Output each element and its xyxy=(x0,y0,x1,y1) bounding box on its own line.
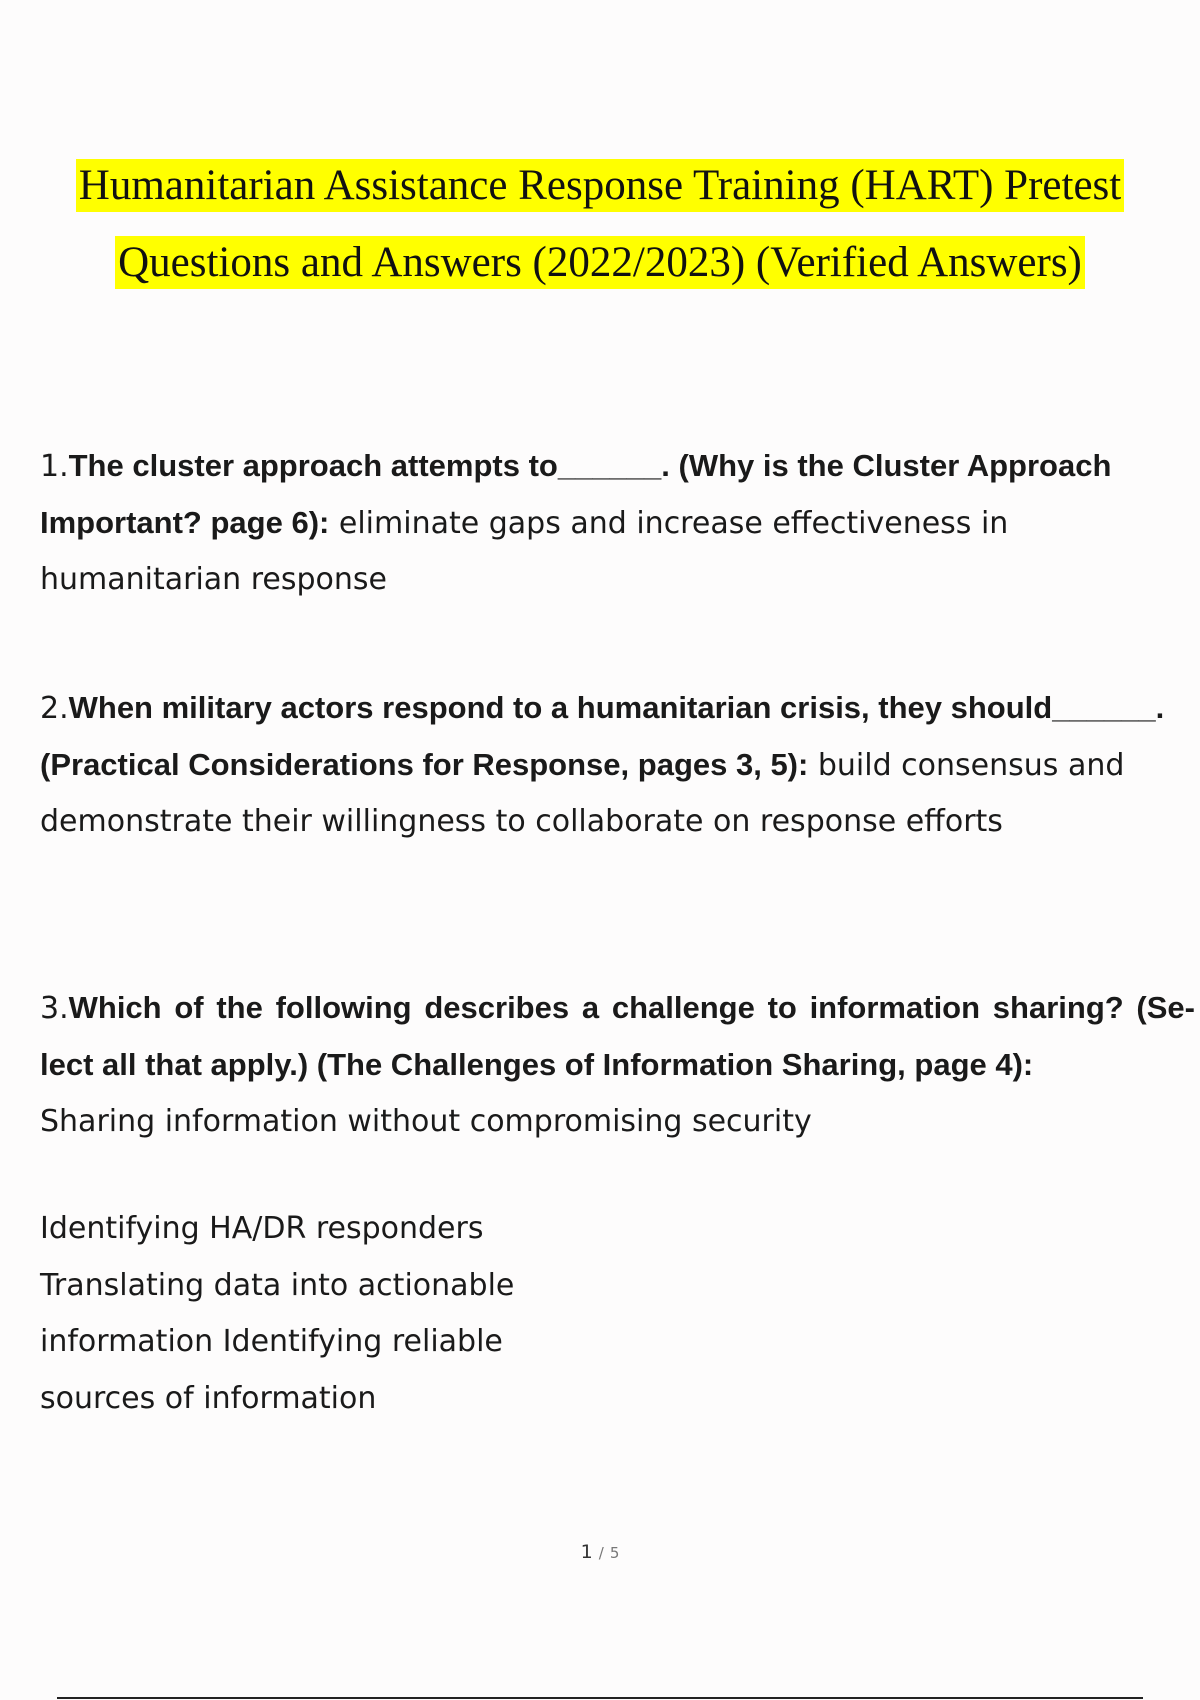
question-number: 2. xyxy=(40,691,69,726)
question-number: 3. xyxy=(40,991,69,1026)
title-line-1: Humanitarian Assistance Response Training (HART) Pretest xyxy=(76,159,1124,212)
question-number: 1. xyxy=(40,449,69,484)
question-text: When military actors respond to a humanitarian crisis, they should______. (Practical Considerations for Response, pages 3, 5): xyxy=(40,690,1165,782)
question-text: The cluster approach attempts to______. (Why is the Cluster Approach Important? page 6): xyxy=(40,448,1112,540)
answer-option-line: sources of information xyxy=(40,1380,377,1416)
document-title xyxy=(0,147,1200,301)
question-3 xyxy=(40,980,1195,1150)
current-page: 1 xyxy=(580,1541,593,1563)
question-1 xyxy=(40,438,1195,608)
title-line-2: Questions and Answers (2022/2023) (Verified Answers) xyxy=(115,236,1085,289)
answer-option-line: Translating data into actionable xyxy=(40,1267,515,1303)
question-2 xyxy=(40,680,1195,850)
page-divider xyxy=(57,1697,1143,1699)
answer-text: Sharing information without compromising security xyxy=(40,1104,812,1139)
answer-option-line: Identifying HA/DR responders xyxy=(40,1211,484,1246)
page-separator: / xyxy=(598,1544,604,1562)
answer-text: build consensus and demonstrate their willingness to collaborate on response efforts xyxy=(40,748,1125,839)
answer-text: eliminate gaps and increase effectiveness in humanitarian response xyxy=(40,506,1009,597)
answer-options xyxy=(40,1201,940,1427)
answer-option-line: information Identifying reliable xyxy=(40,1324,503,1359)
question-text: Which of the following describes a challenge to information sharing? (Se- lect all that apply.) (The Challenges of Information Sharing, page 4): xyxy=(40,990,1195,1082)
page-indicator xyxy=(0,1541,1200,1563)
total-pages: 5 xyxy=(609,1544,620,1562)
